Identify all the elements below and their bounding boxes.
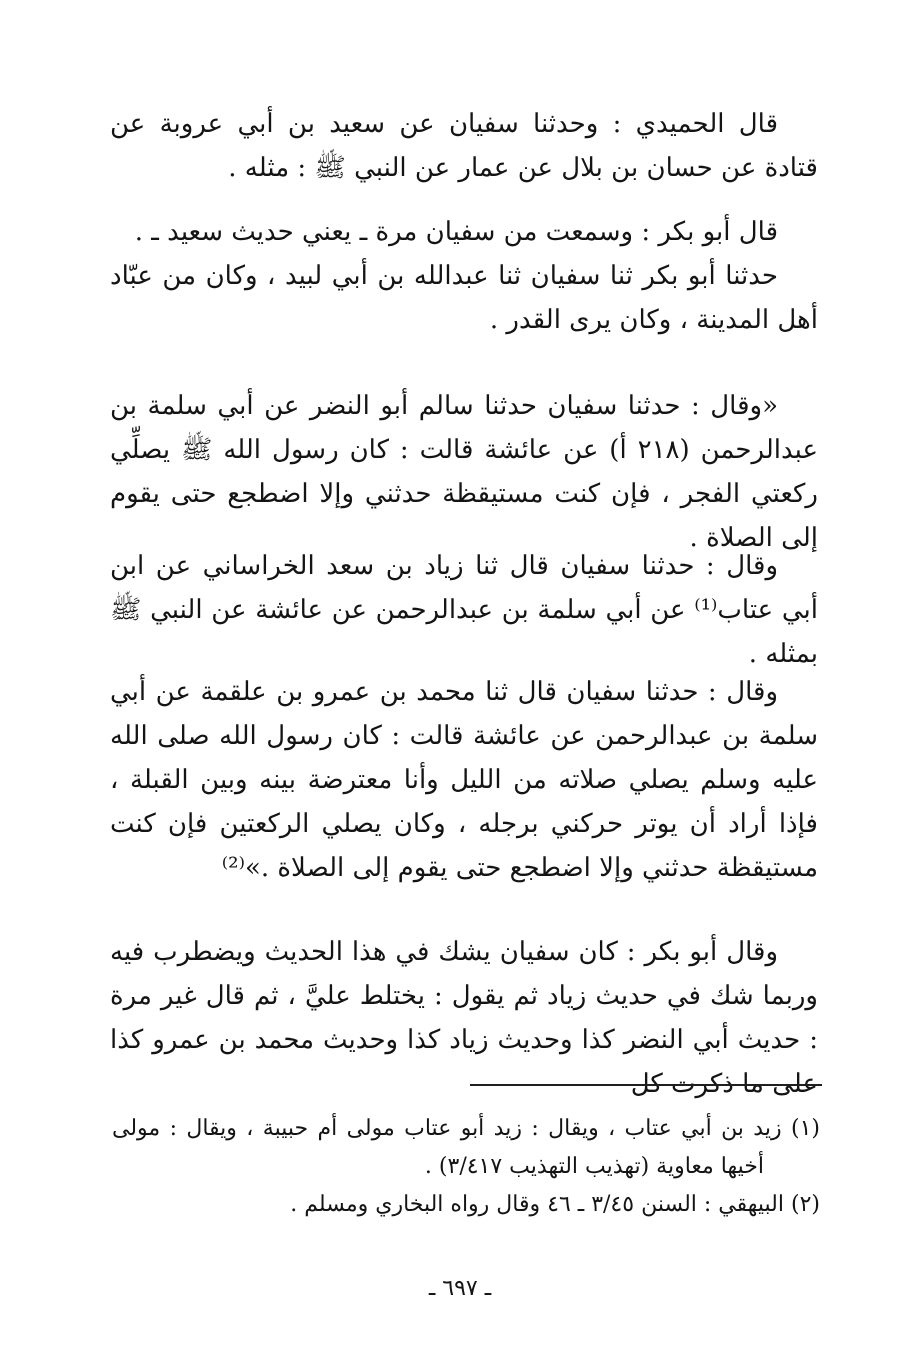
footnotes (112, 1110, 820, 1224)
paragraph-text: وقال : حدثنا سفيان قال ثنا زياد بن سعد الخراساني عن ابن أبي عتاب⁽¹⁾ عن أبي سلمة بن عبدالرحمن عن عائشة عن النبي ﷺ بمثله . (110, 551, 818, 669)
footnote-2: (٢) البيهقي : السنن ٣/٤٥ ـ ٤٦ وقال رواه البخاري ومسلم . (290, 1192, 820, 1217)
paragraph-humaidi (110, 102, 818, 190)
paragraph-salim-hadith (110, 384, 818, 560)
paragraph-text: قال الحميدي : وحدثنا سفيان عن سعيد بن أبي عروبة عن قتادة عن حسان بن بلال عن عمار عن النبي ﷺ : مثله . (110, 109, 818, 183)
paragraph-text: وقال : حدثنا سفيان قال ثنا محمد بن عمرو بن علقمة عن أبي سلمة بن عبدالرحمن عن عائشة قالت : كان رسول الله صلى الله عليه وسلم يصلي صلاته من الليل وأنا معترضة بينه وبين القبلة ، فإذا أراد أن يوتر حركني برجله ، وكان يصلي الركعتين فإن كنت مستيقظة حدثني وإلا اضطجع حتى يقوم إلى الصلاة .»⁽²⁾ (110, 677, 818, 883)
footnote-divider (470, 1084, 822, 1086)
paragraph-text: «وقال : حدثنا سفيان حدثنا سالم أبو النضر عن أبي سلمة بن عبدالرحمن (٢١٨ أ) عن عائشة قالت : كان رسول الله ﷺ يصلِّي ركعتي الفجر ، فإن كنت مستيقظة حدثني وإلا اضطجع حتى يقوم إلى الصلاة . (110, 391, 819, 553)
footnote-1: (١) زيد بن أبي عتاب ، ويقال : زيد أبو عتاب مولى أم حبيبة ، ويقال : مولى أخيها معاوية (تهذيب التهذيب ٣/٤١٧) . (112, 1116, 820, 1179)
paragraph-ziyad-hadith (110, 544, 818, 676)
page-number: ـ ٦٩٧ ـ (428, 1276, 492, 1301)
paragraph-text: قال أبو بكر : وسمعت من سفيان مرة ـ يعني حديث سعيد ـ . (134, 217, 778, 247)
paragraph-abu-bakr (110, 210, 818, 342)
paragraph-commentary (110, 930, 818, 1106)
paragraph-muhammad-hadith (110, 670, 818, 890)
paragraph-text: حدثنا أبو بكر ثنا سفيان ثنا عبدالله بن أبي لبيد ، وكان من عبّاد أهل المدينة ، وكان يرى القدر . (110, 261, 818, 335)
paragraph-text: وقال أبو بكر : كان سفيان يشك في هذا الحديث ويضطرب فيه وربما شك في حديث زياد ثم يقول : يختلط عليَّ ، ثم قال غير مرة : حديث أبي النضر كذا وحديث زياد كذا وحديث محمد بن عمرو كذا على ما ذكرت كل (110, 937, 818, 1099)
